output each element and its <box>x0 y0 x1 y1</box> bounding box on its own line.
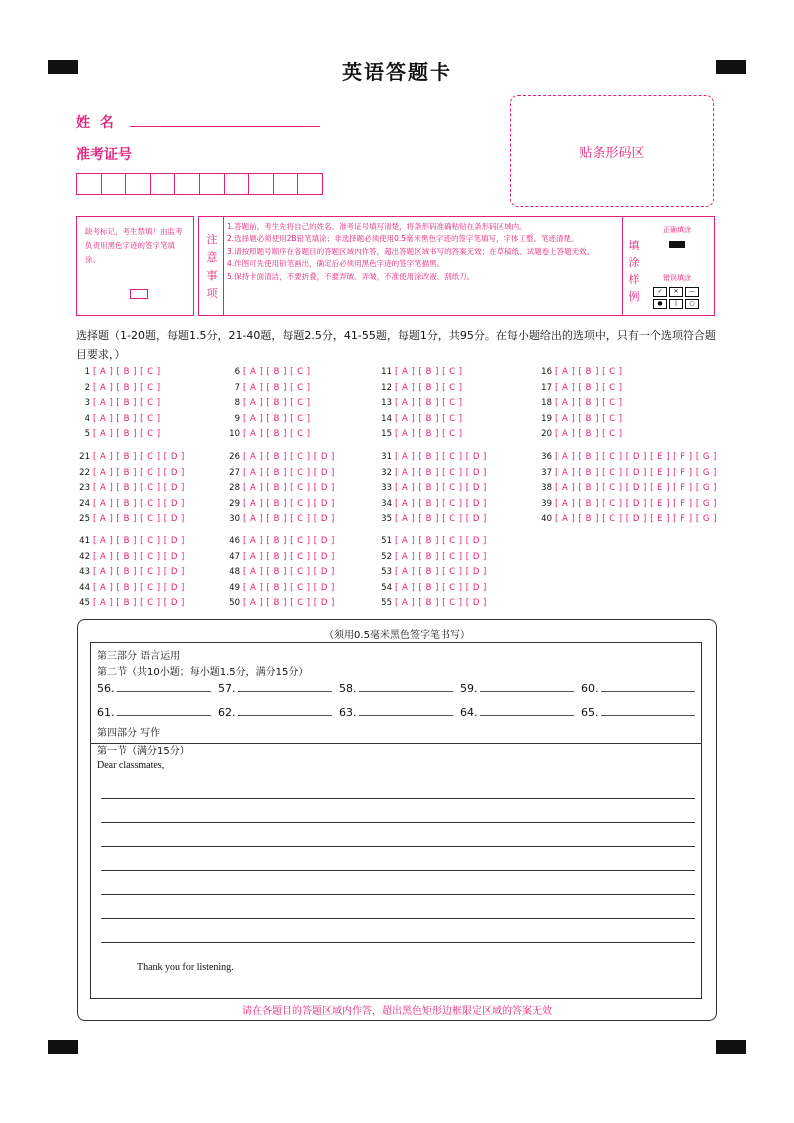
mcq-row[interactable] <box>378 534 487 550</box>
answer-options[interactable]: [ A ] [ B ] [ C ] [ D ] <box>93 514 185 524</box>
question-number: 36 <box>541 452 552 462</box>
absent-mark-box <box>76 216 194 316</box>
barcode-area <box>510 95 714 207</box>
page-title: 英语答题卡 <box>342 60 452 84</box>
blank-number: 61. <box>97 706 115 719</box>
mcq-row[interactable] <box>538 466 717 482</box>
part3-title: 第三部分 语言运用 <box>97 651 181 662</box>
mcq-row[interactable] <box>76 565 185 581</box>
mcq-column <box>226 534 335 612</box>
question-number: 51 <box>381 536 392 546</box>
question-number: 43 <box>79 567 90 577</box>
mcq-column <box>378 534 487 612</box>
answer-options[interactable]: [ A ] [ B ] [ C ] [ D ] [ E ] [ F ] [ G ] <box>555 514 717 524</box>
question-number: 38 <box>541 483 552 493</box>
mcq-row[interactable] <box>378 550 487 566</box>
answer-options[interactable]: [ A ] [ B ] [ C ] [ D ] <box>395 498 487 509</box>
part3-subtitle: 第二节（共10小题；每小题1.5分，满分15分） <box>97 667 309 678</box>
mcq-row[interactable] <box>226 427 311 443</box>
answer-options[interactable]: [ A ] [ B ] [ C ] <box>243 413 311 424</box>
question-number: 48 <box>229 567 240 577</box>
question-number: 27 <box>229 467 240 478</box>
blank-number: 64. <box>460 706 478 719</box>
blank-number: 57. <box>218 682 236 695</box>
writing-line[interactable] <box>101 894 695 895</box>
question-number: 29 <box>229 498 240 509</box>
part4-subtitle: 第一节（满分15分） <box>97 746 190 757</box>
fill-blank[interactable] <box>460 705 574 719</box>
mcq-row[interactable] <box>76 365 161 381</box>
answer-options[interactable]: [ A ] [ B ] [ C ] <box>395 382 463 393</box>
mcq-row[interactable] <box>76 412 161 428</box>
mcq-column <box>378 450 487 528</box>
salutation: Dear classmates, <box>97 760 165 771</box>
dot-icon: ● <box>653 299 667 309</box>
answer-options[interactable]: [ A ] [ B ] [ C ] [ D ] <box>243 536 335 546</box>
question-number: 55 <box>381 598 392 608</box>
question-number: 23 <box>79 483 90 493</box>
answer-options[interactable]: [ A ] [ B ] [ C ] <box>243 429 311 439</box>
answer-options[interactable]: [ A ] [ B ] [ C ] <box>93 382 161 393</box>
mcq-row[interactable] <box>76 596 185 612</box>
blank-number: 62. <box>218 706 236 719</box>
answer-options[interactable]: [ A ] [ B ] [ C ] [ D ] [ E ] [ F ] [ G ] <box>555 452 717 462</box>
mcq-column <box>76 450 185 528</box>
blank-number: 65. <box>581 706 599 719</box>
question-number: 41 <box>79 536 90 546</box>
notice-box <box>198 216 715 316</box>
mcq-row[interactable] <box>76 381 161 397</box>
fill-blank[interactable] <box>581 705 695 719</box>
fill-blank[interactable] <box>218 681 332 695</box>
mcq-row[interactable] <box>538 450 717 466</box>
answer-options[interactable]: [ A ] [ B ] [ C ] [ D ] <box>93 498 185 509</box>
question-number: 40 <box>541 514 552 524</box>
answer-options[interactable]: [ A ] [ B ] [ C ] <box>555 367 623 377</box>
answer-options[interactable]: [ A ] [ B ] [ C ] <box>93 398 161 408</box>
mcq-row[interactable] <box>226 512 335 528</box>
wrong-fill-examples <box>653 287 709 309</box>
question-number: 1 <box>84 367 90 377</box>
mcq-column <box>226 365 311 443</box>
answer-options[interactable]: [ A ] [ B ] [ C ] <box>555 382 623 393</box>
answer-options[interactable]: [ A ] [ B ] [ C ] [ D ] [ E ] [ F ] [ G ] <box>555 498 717 509</box>
mcq-row[interactable] <box>538 497 717 513</box>
question-number: 2 <box>84 382 90 393</box>
answer-options[interactable]: [ A ] [ B ] [ C ] <box>555 413 623 424</box>
mcq-row[interactable] <box>378 365 463 381</box>
answer-options[interactable]: [ A ] [ B ] [ C ] <box>93 429 161 439</box>
question-number: 15 <box>381 429 392 439</box>
question-number: 21 <box>79 452 90 462</box>
mcq-row[interactable] <box>378 450 487 466</box>
mcq-column <box>538 365 623 443</box>
question-number: 3 <box>84 398 90 408</box>
blank-number: 59. <box>460 682 478 695</box>
name-field[interactable] <box>130 126 320 127</box>
writing-line[interactable] <box>101 918 695 919</box>
bar-icon: | <box>669 299 683 309</box>
mcq-row[interactable] <box>378 565 487 581</box>
mcq-row[interactable] <box>378 497 487 513</box>
question-number: 4 <box>84 413 90 424</box>
mcq-column <box>538 450 717 528</box>
id-label: 准考证号 <box>76 147 132 163</box>
answer-options[interactable]: [ A ] [ B ] [ C ] <box>243 367 311 377</box>
mcq-row[interactable] <box>76 512 185 528</box>
mcq-row[interactable] <box>76 534 185 550</box>
question-number: 42 <box>79 551 90 562</box>
mcq-row[interactable] <box>76 396 161 412</box>
question-number: 30 <box>229 514 240 524</box>
registration-mark <box>48 1040 78 1054</box>
answer-options[interactable]: [ A ] [ B ] [ C ] [ D ] <box>243 483 335 493</box>
writing-line[interactable] <box>101 870 695 871</box>
question-number: 12 <box>381 382 392 393</box>
question-number: 37 <box>541 467 552 478</box>
question-number: 6 <box>234 367 240 377</box>
mcq-row[interactable] <box>226 596 335 612</box>
blank-number: 60. <box>581 682 599 695</box>
answer-options[interactable]: [ A ] [ B ] [ C ] [ D ] [ E ] [ F ] [ G ] <box>555 467 717 478</box>
question-number: 8 <box>234 398 240 408</box>
question-number: 54 <box>381 582 392 593</box>
id-number-boxes[interactable] <box>76 173 323 195</box>
oval-icon: ○ <box>685 299 699 309</box>
instructions: 选择题（1-20题，每题1.5分，21-40题，每题2.5分，41-55题，每题1分，共95分。在每小题给出的选项中，只有一个选项符合题目要求，） <box>76 329 716 361</box>
registration-mark <box>716 1040 746 1054</box>
fill-blank[interactable] <box>97 681 211 695</box>
question-number: 22 <box>79 467 90 478</box>
mcq-column <box>76 365 161 443</box>
mcq-row[interactable] <box>226 550 335 566</box>
mcq-row[interactable] <box>76 497 185 513</box>
fill-blank[interactable] <box>339 681 453 695</box>
mcq-row[interactable] <box>538 396 623 412</box>
question-number: 50 <box>229 598 240 608</box>
answer-options[interactable]: [ A ] [ B ] [ C ] [ D ] <box>243 551 335 562</box>
answer-options[interactable]: [ A ] [ B ] [ C ] <box>93 413 161 424</box>
question-number: 46 <box>229 536 240 546</box>
mcq-row[interactable] <box>226 381 311 397</box>
answer-options[interactable]: [ A ] [ B ] [ C ] [ D ] <box>93 467 185 478</box>
answer-options[interactable]: [ A ] [ B ] [ C ] [ D ] <box>243 567 335 577</box>
answer-options[interactable]: [ A ] [ B ] [ C ] [ D ] [ E ] [ F ] [ G ] <box>555 483 717 493</box>
answer-options[interactable]: [ A ] [ B ] [ C ] <box>395 429 463 439</box>
mcq-row[interactable] <box>226 412 311 428</box>
footer-warning: 请在各题目的答题区域内作答，超出黑色矩形边框限定区域的答案无效 <box>242 1006 552 1017</box>
answer-options[interactable]: [ A ] [ B ] [ C ] [ D ] <box>243 498 335 509</box>
notice-item: 2.选择题必须使用2B铅笔填涂；非选择题必须使用0.5毫米黑色字迹的签字笔填写，字体工整、笔迹清楚。 <box>227 234 579 244</box>
answer-options[interactable]: [ A ] [ B ] [ C ] [ D ] <box>243 598 335 608</box>
mcq-row[interactable] <box>378 466 487 482</box>
answer-options[interactable]: [ A ] [ B ] [ C ] [ D ] <box>93 582 185 593</box>
barcode-label: 贴条形码区 <box>579 145 645 161</box>
question-number: 32 <box>381 467 392 478</box>
answer-options[interactable]: [ A ] [ B ] [ C ] [ D ] <box>93 598 185 608</box>
answer-options[interactable]: [ A ] [ B ] [ C ] [ D ] <box>93 483 185 493</box>
mcq-row[interactable] <box>76 481 185 497</box>
answer-options[interactable]: [ A ] [ B ] [ C ] [ D ] <box>395 551 487 562</box>
notice-item: 4.作图可先使用铅笔画出，确定后必须用黑色字迹的签字笔描黑。 <box>227 259 445 269</box>
mcq-row[interactable] <box>226 581 335 597</box>
mcq-row[interactable] <box>226 365 311 381</box>
question-number: 14 <box>381 413 392 424</box>
mcq-row[interactable] <box>378 412 463 428</box>
wrong-fill-label: 错误填涂 <box>663 274 691 282</box>
mcq-row[interactable] <box>538 412 623 428</box>
writing-line[interactable] <box>101 942 695 943</box>
mcq-row[interactable] <box>226 466 335 482</box>
answer-options[interactable]: [ A ] [ B ] [ C ] [ D ] <box>395 536 487 546</box>
absent-warning-text: 缺考标记，考生禁填！由监考负责用黑色字迹的签字笔填涂。 <box>85 227 183 264</box>
mcq-row[interactable] <box>76 581 185 597</box>
answer-options[interactable]: [ A ] [ B ] [ C ] <box>243 398 311 408</box>
mcq-row[interactable] <box>76 427 161 443</box>
dash-icon: — <box>685 287 699 297</box>
question-number: 31 <box>381 452 392 462</box>
mcq-column <box>378 365 463 443</box>
blank-number: 56. <box>97 682 115 695</box>
part4-box <box>90 718 702 999</box>
answer-options[interactable]: [ A ] [ B ] [ C ] [ D ] <box>243 467 335 478</box>
answer-header: （须用0.5毫米黑色签字笔书写） <box>324 630 470 641</box>
question-number: 19 <box>541 413 552 424</box>
question-number: 16 <box>541 367 552 377</box>
question-number: 44 <box>79 582 90 593</box>
blank-number: 58. <box>339 682 357 695</box>
check-icon: ✓ <box>653 287 667 297</box>
mcq-row[interactable] <box>378 512 487 528</box>
mcq-row[interactable] <box>226 396 311 412</box>
answer-options[interactable]: [ A ] [ B ] [ C ] <box>93 367 161 377</box>
question-number: 47 <box>229 551 240 562</box>
answer-options[interactable]: [ A ] [ B ] [ C ] [ D ] <box>395 452 487 462</box>
answer-options[interactable]: [ A ] [ B ] [ C ] [ D ] <box>395 467 487 478</box>
question-number: 18 <box>541 398 552 408</box>
answer-options[interactable]: [ A ] [ B ] [ C ] [ D ] <box>243 582 335 593</box>
question-number: 33 <box>381 483 392 493</box>
fill-blank[interactable] <box>581 681 695 695</box>
answer-options[interactable]: [ A ] [ B ] [ C ] [ D ] <box>395 514 487 524</box>
notice-items <box>227 221 619 283</box>
mcq-row[interactable] <box>226 481 335 497</box>
question-number: 25 <box>79 514 90 524</box>
absent-mark-checkbox[interactable] <box>130 289 148 299</box>
question-number: 39 <box>541 498 552 509</box>
answer-options[interactable]: [ A ] [ B ] [ C ] <box>243 382 311 393</box>
question-number: 45 <box>79 598 90 608</box>
question-number: 24 <box>79 498 90 509</box>
answer-options[interactable]: [ A ] [ B ] [ C ] [ D ] <box>93 551 185 562</box>
mcq-row[interactable] <box>378 481 487 497</box>
question-number: 11 <box>381 367 392 377</box>
correct-fill-example <box>669 241 685 248</box>
answer-options[interactable]: [ A ] [ B ] [ C ] [ D ] <box>395 582 487 593</box>
mcq-row[interactable] <box>378 596 487 612</box>
fill-blank[interactable] <box>339 705 453 719</box>
part4-title: 第四部分 写作 <box>97 728 161 739</box>
mcq-row[interactable] <box>538 365 623 381</box>
correct-fill-label: 正确填涂 <box>663 226 691 234</box>
notice-item: 1.答题前，考生先将自己的姓名、准考证号填写清楚，将条形码准确粘贴在条形码区域内。 <box>227 222 527 231</box>
mcq-row[interactable] <box>378 581 487 597</box>
cross-icon: ✕ <box>669 287 683 297</box>
answer-options[interactable]: [ A ] [ B ] [ C ] [ D ] <box>243 452 335 462</box>
answer-options[interactable]: [ A ] [ B ] [ C ] [ D ] <box>93 452 185 462</box>
answer-options[interactable]: [ A ] [ B ] [ C ] [ D ] <box>395 567 487 577</box>
mcq-row[interactable] <box>226 450 335 466</box>
notice-item: 5.保持卡面清洁，不要折叠，不要弄破、弄皱，不准使用涂改液、刮纸刀。 <box>227 271 475 281</box>
answer-options[interactable]: [ A ] [ B ] [ C ] [ D ] <box>395 483 487 493</box>
mcq-row[interactable] <box>76 450 185 466</box>
question-number: 20 <box>541 429 552 439</box>
answer-options[interactable]: [ A ] [ B ] [ C ] <box>395 398 463 408</box>
mcq-row[interactable] <box>378 427 463 443</box>
name-label: 姓 名 <box>76 115 114 131</box>
answer-options[interactable]: [ A ] [ B ] [ C ] <box>555 429 623 439</box>
question-number: 34 <box>381 498 392 509</box>
answer-options[interactable]: [ A ] [ B ] [ C ] [ D ] <box>93 536 185 546</box>
mcq-row[interactable] <box>226 497 335 513</box>
question-number: 7 <box>234 382 240 393</box>
answer-options[interactable]: [ A ] [ B ] [ C ] [ D ] <box>93 567 185 577</box>
question-number: 53 <box>381 567 392 577</box>
mcq-row[interactable] <box>538 381 623 397</box>
answer-options[interactable]: [ A ] [ B ] [ C ] <box>555 398 623 408</box>
question-number: 52 <box>381 551 392 562</box>
mcq-row[interactable] <box>538 481 717 497</box>
fill-blank[interactable] <box>97 705 211 719</box>
question-number: 26 <box>229 452 240 462</box>
answer-options[interactable]: [ A ] [ B ] [ C ] <box>395 413 463 424</box>
mcq-row[interactable] <box>378 396 463 412</box>
question-number: 28 <box>229 483 240 493</box>
mcq-row[interactable] <box>76 466 185 482</box>
mcq-column <box>226 450 335 528</box>
question-number: 17 <box>541 382 552 393</box>
writing-line[interactable] <box>101 822 695 823</box>
mcq-column <box>76 534 185 612</box>
mcq-row[interactable] <box>226 565 335 581</box>
answer-area <box>77 619 717 1021</box>
answer-options[interactable]: [ A ] [ B ] [ C ] [ D ] <box>395 598 487 608</box>
answer-options[interactable]: [ A ] [ B ] [ C ] [ D ] <box>243 514 335 524</box>
mcq-row[interactable] <box>538 427 623 443</box>
fill-example-label: 填涂样例 <box>628 239 640 303</box>
mcq-row[interactable] <box>538 512 717 528</box>
notice-item: 3.请按照题号顺序在各题目的答题区域内作答，超出答题区域书写的答案无效；在草稿纸、试题卷上答题无效。 <box>227 246 595 256</box>
mcq-row[interactable] <box>76 550 185 566</box>
mcq-row[interactable] <box>226 534 335 550</box>
blank-number: 63. <box>339 706 357 719</box>
answer-options[interactable]: [ A ] [ B ] [ C ] <box>395 367 463 377</box>
fill-blank[interactable] <box>218 705 332 719</box>
mcq-row[interactable] <box>378 381 463 397</box>
question-number: 35 <box>381 514 392 524</box>
notice-label: 注意事项 <box>206 233 218 300</box>
question-number: 9 <box>234 413 240 424</box>
closing: Thank you for listening. <box>137 962 234 973</box>
question-number: 5 <box>84 429 90 439</box>
question-number: 13 <box>381 398 392 408</box>
writing-line[interactable] <box>101 798 695 799</box>
question-number: 49 <box>229 582 240 593</box>
question-number: 10 <box>229 429 240 439</box>
writing-line[interactable] <box>101 846 695 847</box>
fill-blank[interactable] <box>460 681 574 695</box>
